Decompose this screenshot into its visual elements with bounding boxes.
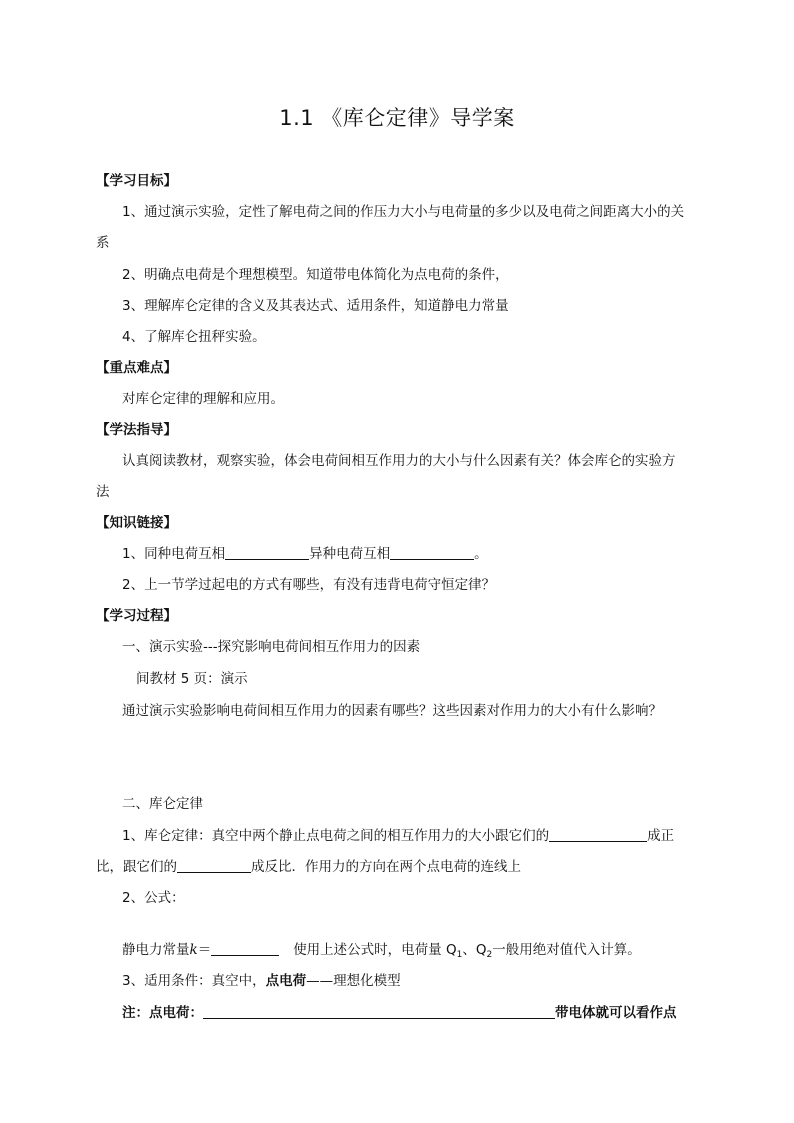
fill-blank-point-charge-condition[interactable] [203,1005,555,1019]
note-line [122,1004,677,1022]
law-text-a: 1、库仑定律：真空中两个静止点电荷之间的相互作用力的大小跟它们的 [122,828,550,844]
process-heading: 【学习过程】 [96,608,177,624]
cond-text-a: 3、适用条件：真空中， [122,973,266,989]
const-equals: ＝ [197,942,212,958]
const-k-symbol: k [189,942,198,958]
fill-blank-opposite-charge[interactable] [390,546,474,560]
formula-label: 2、公式： [122,890,185,906]
q1-text-end: 。 [474,546,488,562]
cond-text-c: ——理想化模型 [306,973,401,989]
objective-item-3: 3、理解库仑定律的含义及其表达式、适用条件，知道静电力常量 [122,298,509,314]
coulomb-law-line2 [96,858,521,876]
constant-line [122,941,641,959]
law-text-b: 成正 [647,828,675,844]
part1-question: 通过演示实验影响电荷间相互作用力的因素有哪些？这些因素对作用力的大小有什么影响？ [122,703,662,719]
const-text-b: 使用上述公式时，电荷量 Q [293,942,457,958]
note-text-a: 注：点电荷： [122,1005,203,1021]
q1-text-b: 异种电荷互相 [309,546,391,562]
document-title: 1.1 《库仑定律》导学案 [279,106,515,130]
part1-title: 一、演示实验---探究影响电荷间相互作用力的因素 [122,639,421,655]
q1-subscript: 1 [456,950,463,960]
objectives-heading: 【学习目标】 [96,173,177,189]
method-text-line1: 认真阅读教材，观察实验，体会电荷间相互作用力的大小与什么因素有关？体会库仑的实验方 [122,453,676,469]
cond-text-bold: 点电荷 [265,973,307,989]
links-question-1 [122,545,488,563]
part1-reference: 间教材 5 页：演示 [136,671,248,687]
law-text-d: 成反比．作用力的方向在两个点电荷的连线上 [251,859,521,875]
links-heading: 【知识链接】 [96,515,177,531]
fill-blank-distance-squared[interactable] [177,859,251,873]
objective-item-1-wrap: 系 [96,235,110,251]
objective-item-4: 4、了解库仑扭秤实验。 [122,329,266,345]
q2-subscript: 2 [486,950,493,960]
coulomb-law-line1 [122,827,674,845]
q1-text-a: 1、同种电荷互相 [122,546,226,562]
part2-title: 二、库仑定律 [122,796,203,812]
conditions-line [122,972,401,990]
key-points-text: 对库仑定律的理解和应用。 [122,391,284,407]
method-text-line2: 法 [96,484,110,500]
const-text-c: 、Q [462,942,487,958]
fill-blank-constant-k[interactable] [211,942,279,956]
objective-item-2: 2、明确点电荷是个理想模型。知道带电体简化为点电荷的条件， [122,267,509,283]
links-question-2: 2、上一节学过起电的方式有哪些，有没有违背电荷守恒定律？ [122,577,496,593]
key-points-heading: 【重点难点】 [96,360,177,376]
method-heading: 【学法指导】 [96,422,177,438]
fill-blank-same-charge[interactable] [225,546,309,560]
objective-item-1: 1、通过演示实验，定性了解电荷之间的作压力大小与电荷量的多少以及电荷之间距离大小的关 [122,204,685,220]
note-text-b: 带电体就可以看作点 [555,1005,677,1021]
fill-blank-charge-product[interactable] [549,828,647,842]
const-text-d: 一般用绝对值代入计算。 [492,942,641,958]
law-text-c: 比，跟它们的 [96,859,177,875]
const-text-a: 静电力常量 [122,942,190,958]
